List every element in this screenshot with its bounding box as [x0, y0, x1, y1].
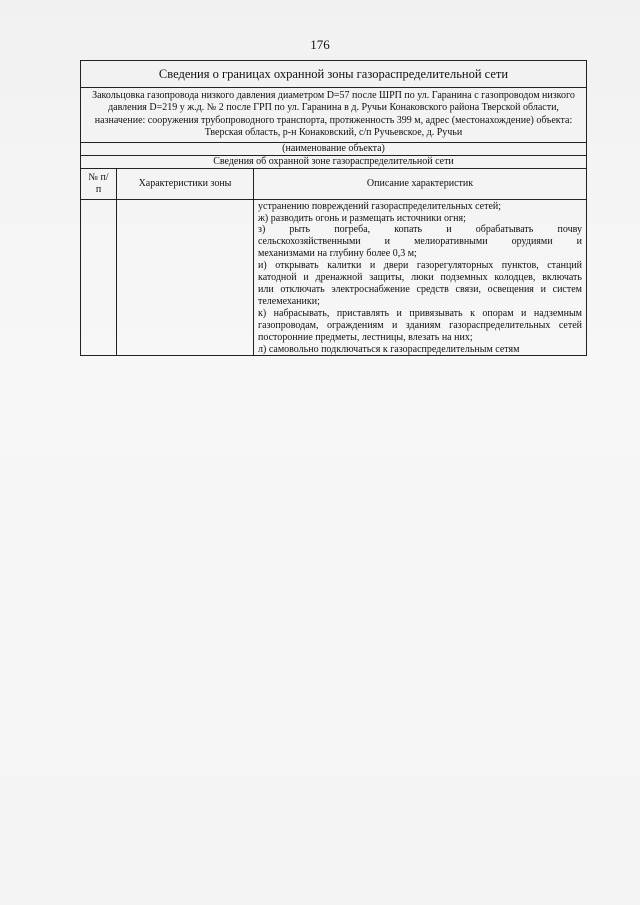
description-line: к) набрасывать, приставлять и привязывать к опорам и надземным — [258, 307, 582, 319]
object-description: Закольцовка газопровода низкого давления диаметром D=57 после ШРП по ул. Гаранина с газопроводом низкого давления D=219 у ж.д. № 2 после ГРП по ул. Гаранина в д. Ручьи Конаковского района Тверской области, назначение: сооружения трубопроводного транспорта, протяженность 399 м, адрес (местонахождение) объекта: Тверская область, р-н Конаковский, с/п Ручьевское, д. Ручьи — [81, 88, 587, 143]
description-line: л) самовольно подключаться к газораспределительным сетям — [258, 343, 520, 355]
description-line: катодной и дренажной защиты, люки подземных колодцев, включать — [258, 272, 582, 284]
description-line: сельскохозяйственными и мелиоративными орудиями и — [258, 236, 582, 248]
description-line: устранению повреждений газораспределительных сетей; — [258, 200, 502, 212]
column-header-description: Описание характеристик — [254, 168, 587, 199]
description-line: или отключать электроснабжение средств связи, освещения и систем — [258, 283, 582, 295]
description-line: посторонние предметы, лестницы, влезать на них; — [258, 331, 473, 343]
row-characteristics-cell — [117, 199, 254, 356]
column-header-characteristics: Характеристики зоны — [117, 168, 254, 199]
description-line: и) открывать калитки и двери газорегуляторных пунктов, станций — [258, 260, 582, 272]
description-line: телемеханики; — [258, 295, 320, 307]
description-line: газопроводам, ограждениям и зданиям газораспределительных сетей — [258, 319, 582, 331]
description-line: ж) разводить огонь и размещать источники огня; — [258, 212, 466, 224]
table-title: Сведения о границах охранной зоны газораспределительной сети — [81, 61, 587, 88]
protection-zone-table — [80, 60, 587, 356]
row-number-cell — [81, 199, 117, 356]
column-header-number-label: № п/п — [88, 171, 109, 195]
column-header-number — [81, 168, 117, 199]
section-title: Сведения об охранной зоне газораспределительной сети — [81, 155, 587, 168]
page-number: 176 — [310, 37, 330, 52]
table-row — [81, 199, 587, 356]
row-description-cell — [254, 199, 587, 356]
description-line: механизмами на глубину более 0,3 м; — [258, 248, 417, 260]
description-line: з) рыть погреба, копать и обрабатывать почву — [258, 224, 582, 236]
object-caption: (наименование объекта) — [81, 142, 587, 155]
